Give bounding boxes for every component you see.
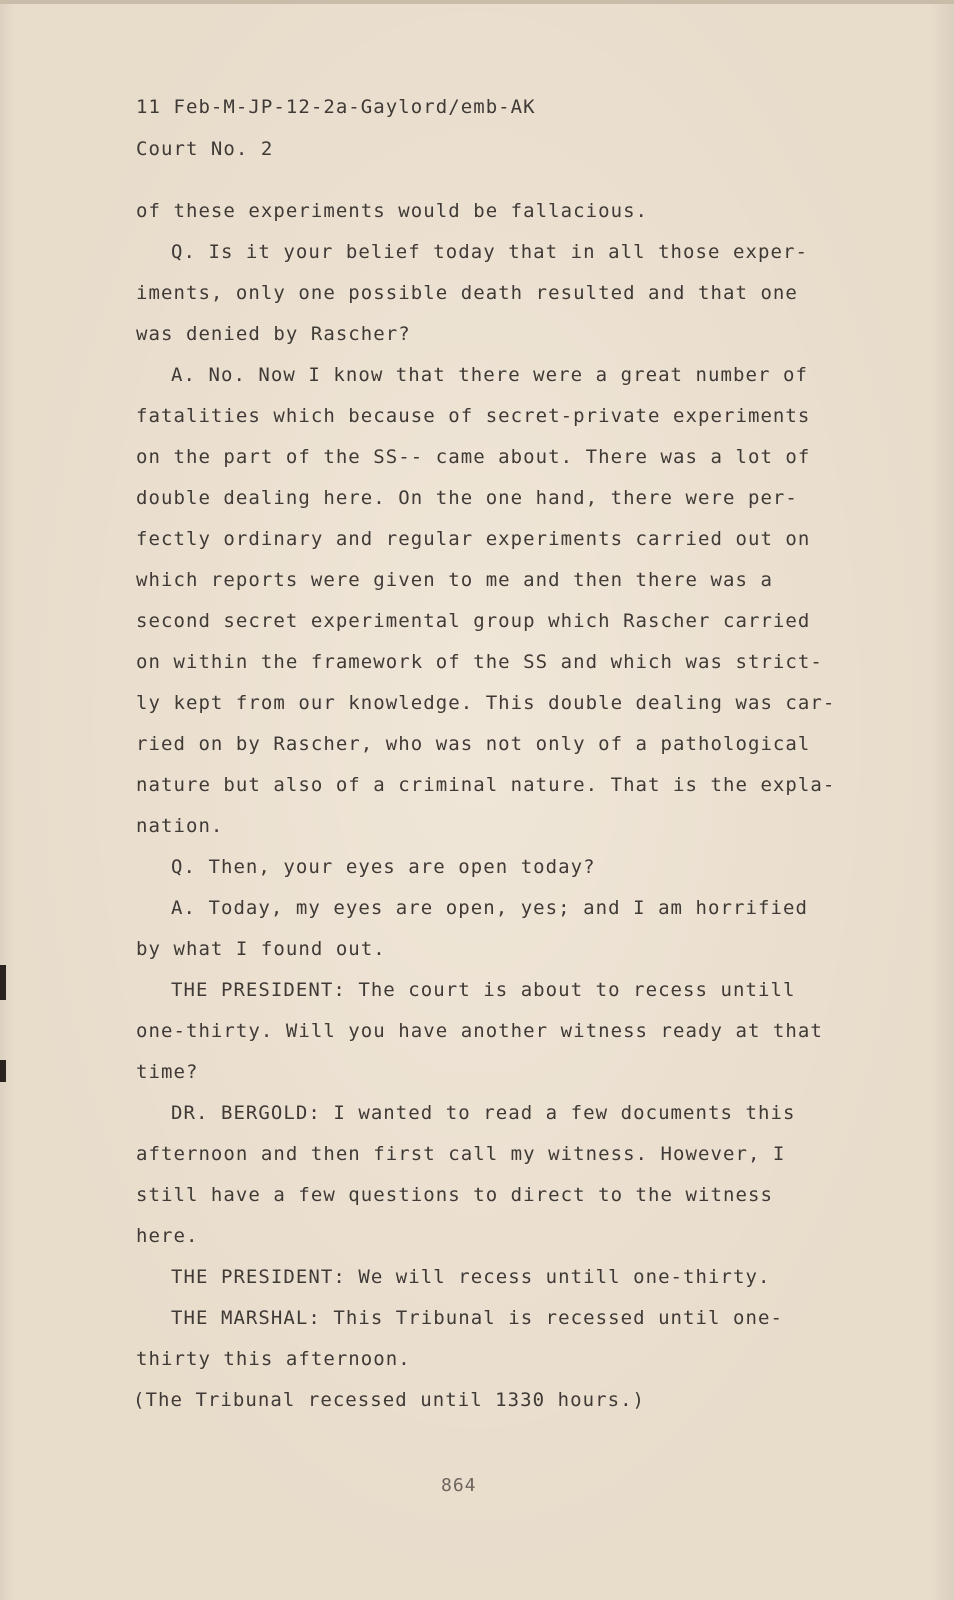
text-line-25: still have a few questions to direct to the witness [136, 1184, 773, 1206]
page-number: 864 [441, 1475, 477, 1496]
text-line-6: fatalities which because of secret-private experiments [136, 405, 811, 427]
text-line-12: on within the framework of the SS and which was strict- [136, 651, 823, 673]
text-line-1: of these experiments would be fallacious. [136, 200, 649, 222]
text-line-3: iments, only one possible death resulted and that one [136, 282, 798, 304]
text-line-30: (The Tribunal recessed until 1330 hours.) [133, 1389, 646, 1411]
header-reference: 11 Feb-M-JP-12-2a-Gaylord/emb-AK [136, 96, 536, 118]
text-line-24: afternoon and then first call my witness. However, I [136, 1143, 786, 1165]
text-line-7: on the part of the SS-- came about. There was a lot of [136, 446, 811, 468]
text-line-23: DR. BERGOLD: I wanted to read a few documents this [171, 1102, 796, 1124]
text-line-14: ried on by Rascher, who was not only of a pathological [136, 733, 811, 755]
text-line-16: nation. [136, 815, 224, 837]
text-line-27: THE PRESIDENT: We will recess untill one-thirty. [171, 1266, 771, 1288]
text-line-21: one-thirty. Will you have another witness ready at that [136, 1020, 823, 1042]
binding-mark-lower [0, 1060, 6, 1082]
text-line-29: thirty this afternoon. [136, 1348, 411, 1370]
text-line-18: A. Today, my eyes are open, yes; and I am horrified [171, 897, 808, 919]
text-line-9: fectly ordinary and regular experiments carried out on [136, 528, 811, 550]
text-line-2: Q. Is it your belief today that in all those exper- [171, 241, 808, 263]
text-line-17: Q. Then, your eyes are open today? [171, 856, 596, 878]
text-line-22: time? [136, 1061, 199, 1083]
text-line-28: THE MARSHAL: This Tribunal is recessed until one- [171, 1307, 783, 1329]
text-line-8: double dealing here. On the one hand, there were per- [136, 487, 798, 509]
text-line-5: A. No. Now I know that there were a great number of [171, 364, 808, 386]
text-line-26: here. [136, 1225, 199, 1247]
text-line-11: second secret experimental group which Rascher carried [136, 610, 811, 632]
text-line-20: THE PRESIDENT: The court is about to recess untill [171, 979, 796, 1001]
text-line-4: was denied by Rascher? [136, 323, 411, 345]
header-court: Court No. 2 [136, 138, 274, 160]
text-line-19: by what I found out. [136, 938, 386, 960]
binding-mark-upper [0, 965, 6, 1000]
text-line-13: ly kept from our knowledge. This double dealing was car- [136, 692, 836, 714]
page-top-edge [0, 0, 954, 4]
text-line-15: nature but also of a criminal nature. That is the expla- [136, 774, 836, 796]
text-line-10: which reports were given to me and then there was a [136, 569, 773, 591]
